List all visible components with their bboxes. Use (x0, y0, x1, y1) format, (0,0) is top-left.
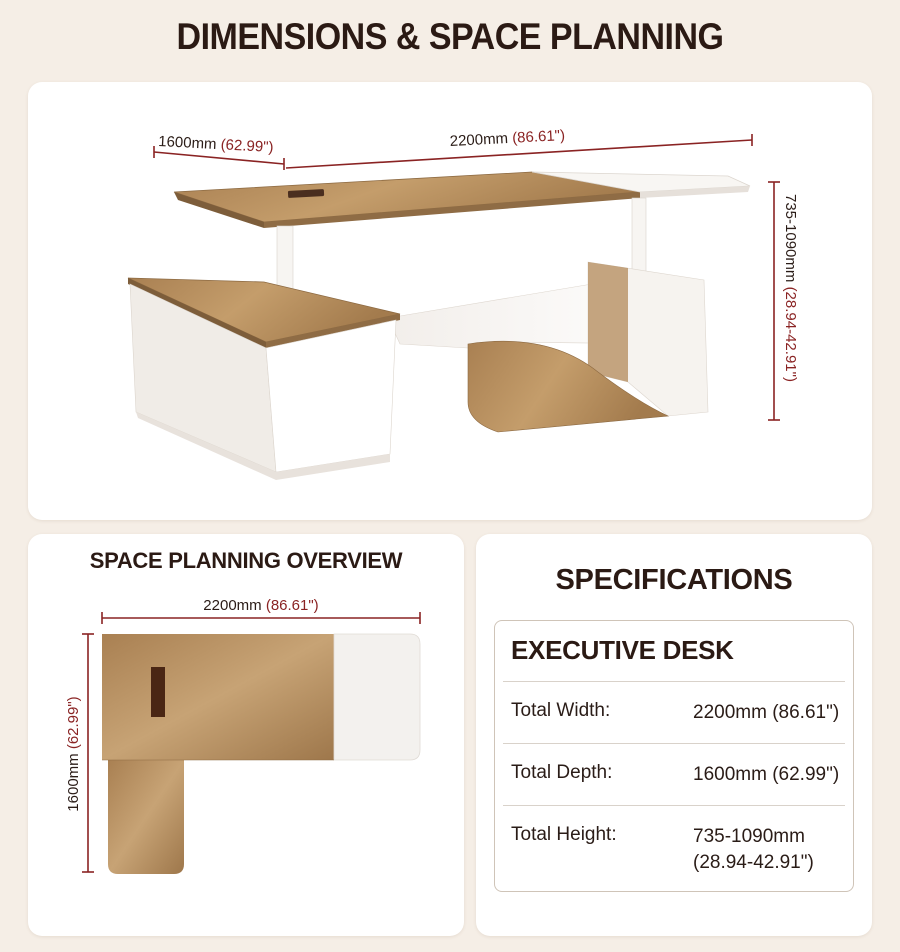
spec-table (494, 620, 854, 892)
plan-desk-top (102, 634, 334, 760)
floor-plan-diagram (28, 534, 464, 936)
spec-label: Total Width: (511, 700, 611, 721)
spec-value: 2200mm (86.61") (693, 702, 840, 723)
hero-width-label: 2200mm (86.61") (449, 126, 566, 150)
specifications-card (476, 534, 872, 936)
spec-value-line2: (28.94-42.91") (693, 852, 814, 873)
page-title: DIMENSIONS & SPACE PLANNING (176, 16, 724, 58)
space-planning-card (28, 534, 464, 936)
spec-value-line1: 735-1090mm (693, 826, 805, 847)
desk-illustration-card (28, 82, 872, 520)
plan-width-label: 2200mm (86.61") (203, 597, 319, 614)
spec-row-height (503, 805, 845, 890)
plan-cable-grommet (151, 667, 165, 717)
spec-row-width (503, 681, 845, 744)
spec-label: Total Height: (511, 824, 617, 845)
plan-title: SPACE PLANNING OVERVIEW (89, 548, 403, 573)
desk-illustration (28, 82, 872, 520)
specs-title: SPECIFICATIONS (555, 564, 793, 596)
plan-depth-label: 1600mm (62.99") (65, 696, 82, 812)
hero-depth-label: 1600mm (62.99") (157, 133, 274, 157)
plan-white-extension (334, 634, 420, 760)
hero-height-label: 735-1090mm (28.94-42.91") (782, 194, 799, 382)
plan-return (108, 760, 184, 874)
spec-value: 1600mm (62.99") (693, 764, 840, 785)
spec-label: Total Depth: (511, 762, 613, 783)
spec-row-depth (503, 743, 845, 806)
product-name: EXECUTIVE DESK (511, 635, 734, 665)
spec-value (693, 824, 843, 876)
